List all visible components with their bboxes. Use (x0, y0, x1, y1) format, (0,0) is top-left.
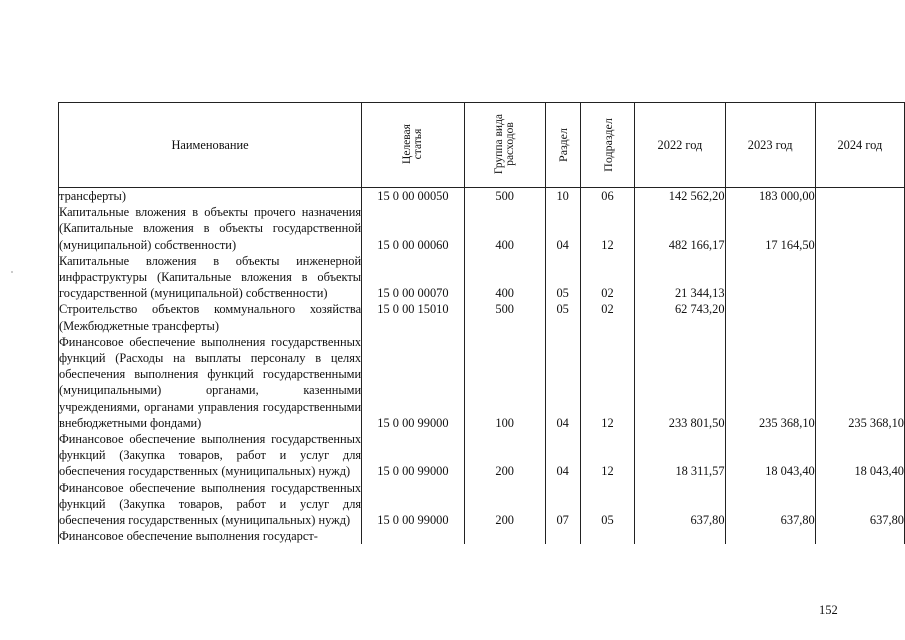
row-2023: 183 000,00 (725, 188, 815, 205)
row-2022: 637,80 (635, 480, 725, 529)
row-group: 500 (464, 301, 545, 333)
row-2022: 482 166,17 (635, 204, 725, 253)
row-subsection (580, 528, 635, 544)
row-2023 (725, 253, 815, 302)
row-2024: 637,80 (815, 480, 904, 529)
row-subsection: 05 (580, 480, 635, 529)
header-2023: 2023 год (725, 103, 815, 188)
scan-speck (11, 271, 13, 273)
row-2022: 62 743,20 (635, 301, 725, 333)
row-group: 200 (464, 480, 545, 529)
row-subsection: 12 (580, 334, 635, 431)
table-header-row (59, 103, 905, 188)
row-2023: 235 368,10 (725, 334, 815, 431)
row-name: Финансовое обеспечение выполнения государственных функций (Закупка товаров, работ и услуг для обеспечения государственных (муниципальных) нужд) (59, 480, 362, 528)
row-code: 15 0 00 00060 (362, 204, 465, 253)
row-subsection: 02 (580, 301, 635, 333)
table-row (59, 204, 905, 253)
table-row (59, 253, 905, 302)
row-name: Финансовое обеспечение выполнения государственных функций (Расходы на выплаты персоналу в целях обеспечения выполнения функций государственными (муниципальными) органами, казенными учреждениями, органами управления государственными внебюджетными фондами) (59, 334, 362, 430)
row-subsection: 12 (580, 204, 635, 253)
header-group: Группа вида расходов (464, 103, 545, 188)
row-group: 200 (464, 431, 545, 480)
table-row (59, 188, 905, 205)
row-2024: 235 368,10 (815, 334, 904, 431)
budget-table (58, 102, 905, 544)
row-name: Капитальные вложения в объекты прочего назначения (Капитальные вложения в объекты государственной (муниципальной) собственности) (59, 205, 362, 252)
row-name: Капитальные вложения в объекты инженерной инфраструктуры (Капитальные вложения в объекты государственной (муниципальной) собственности) (59, 253, 362, 301)
row-section (545, 528, 580, 544)
row-2024: 18 043,40 (815, 431, 904, 480)
header-2024: 2024 год (815, 103, 904, 188)
row-section: 04 (545, 204, 580, 253)
table-row (59, 528, 905, 544)
row-code: 15 0 00 15010 (362, 301, 465, 333)
table-row (59, 431, 905, 480)
row-code: 15 0 00 99000 (362, 431, 465, 480)
row-2023 (725, 528, 815, 544)
header-2022: 2022 год (635, 103, 725, 188)
row-code (362, 528, 465, 544)
header-target: Целевая статья (362, 103, 465, 188)
row-name: Финансовое обеспечение выполнения государст- (59, 528, 362, 544)
table-row (59, 334, 905, 431)
row-section: 05 (545, 301, 580, 333)
row-2024 (815, 301, 904, 333)
table-row (59, 480, 905, 529)
header-name: Наименование (59, 103, 362, 188)
row-group: 100 (464, 334, 545, 431)
row-name: Финансовое обеспечение выполнения государственных функций (Закупка товаров, работ и услуг для обеспечения государственных (муниципальных) нужд) (59, 432, 362, 479)
row-section: 05 (545, 253, 580, 302)
row-code: 15 0 00 99000 (362, 334, 465, 431)
header-section: Раздел (545, 103, 580, 188)
row-2022 (635, 528, 725, 544)
row-2023: 17 164,50 (725, 204, 815, 253)
row-name: Строительство объектов коммунального хозяйства (Межбюджетные трансферты) (59, 302, 362, 333)
row-section: 07 (545, 480, 580, 529)
row-subsection: 02 (580, 253, 635, 302)
row-2023 (725, 301, 815, 333)
row-code: 15 0 00 00070 (362, 253, 465, 302)
page-number: 152 (819, 603, 838, 617)
row-group (464, 528, 545, 544)
row-2022: 21 344,13 (635, 253, 725, 302)
row-2022: 233 801,50 (635, 334, 725, 431)
row-2024 (815, 188, 904, 205)
row-section: 10 (545, 188, 580, 205)
row-2022: 142 562,20 (635, 188, 725, 205)
row-group: 500 (464, 188, 545, 205)
row-2024 (815, 528, 904, 544)
row-2023: 637,80 (725, 480, 815, 529)
row-name: трансферты) (59, 188, 362, 205)
header-subsection: Подраздел (580, 103, 635, 188)
row-code: 15 0 00 00050 (362, 188, 465, 205)
table-row (59, 301, 905, 333)
row-section: 04 (545, 431, 580, 480)
row-2022: 18 311,57 (635, 431, 725, 480)
row-2023: 18 043,40 (725, 431, 815, 480)
row-subsection: 12 (580, 431, 635, 480)
row-subsection: 06 (580, 188, 635, 205)
row-section: 04 (545, 334, 580, 431)
row-code: 15 0 00 99000 (362, 480, 465, 529)
row-2024 (815, 204, 904, 253)
row-group: 400 (464, 253, 545, 302)
row-2024 (815, 253, 904, 302)
row-group: 400 (464, 204, 545, 253)
